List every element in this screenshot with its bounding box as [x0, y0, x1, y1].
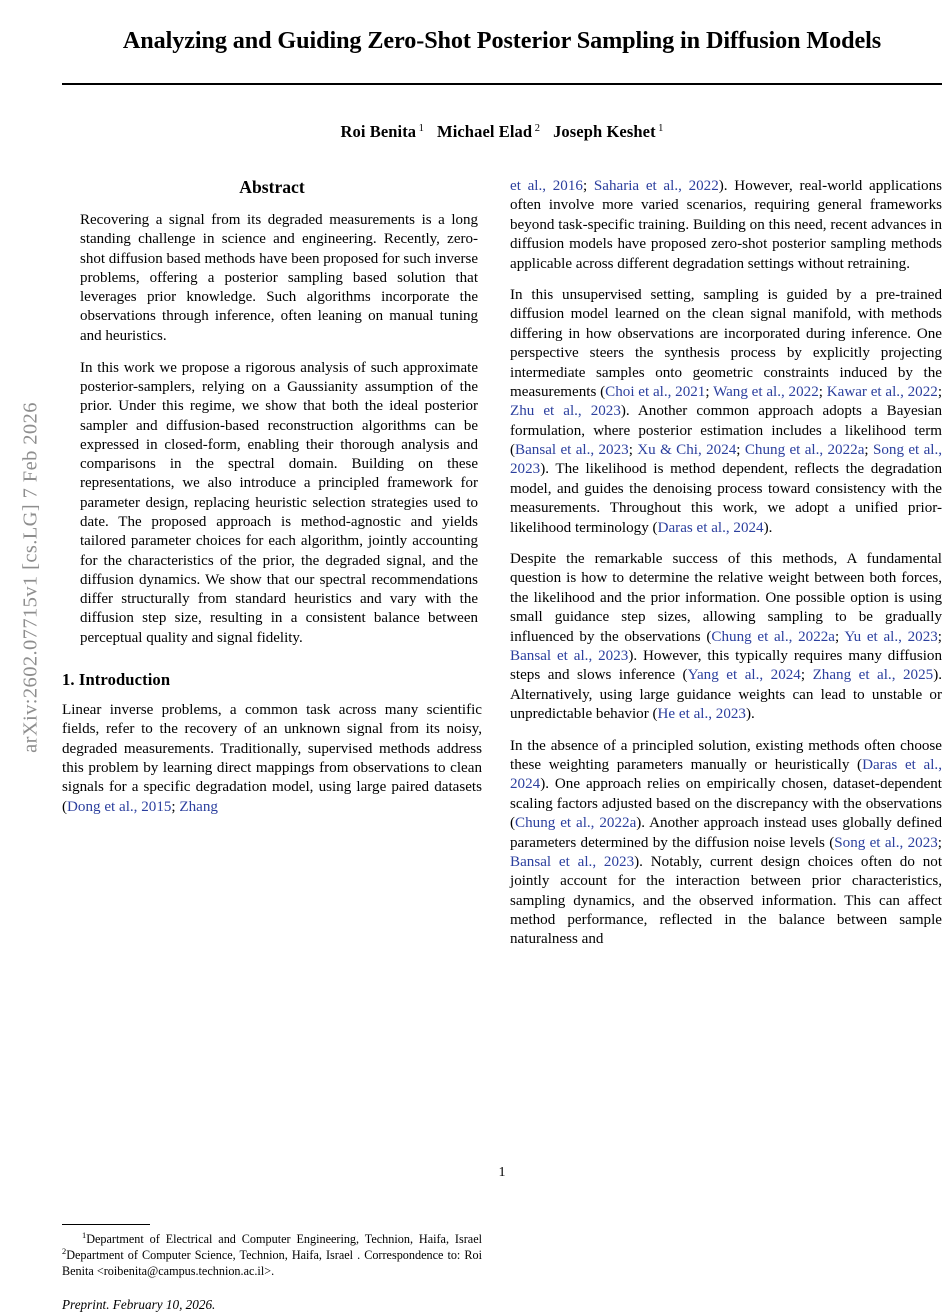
introduction-paragraph: [62, 701, 482, 817]
footnote-divider: [62, 1224, 150, 1225]
citation-link[interactable]: He et al., 2023: [657, 706, 746, 723]
citation-link[interactable]: Bansal et al., 2023: [510, 853, 635, 870]
body-text: ).: [763, 519, 773, 536]
preprint-notice: Preprint. February 10, 2026.: [62, 1296, 216, 1312]
citation-separator: ;: [582, 178, 594, 194]
abstract-paragraph: In this work we propose a rigorous analysis of such approximate posterior-samplers, relying on a Gaussianity assumption of the prior. Under this regime, we show that both the ideal posterior sampler and diffusion-based reconstruction algorithms can be expressed in closed-form, enabling their thorough analysis and comparisons in the spectral domain. Building on these representations, we also introduce a principled framework for parameter design, replacing heuristic selection strategies used to date. The proposed approach is method-agnostic and yields tailored parameter choices for each algorithm, jointly accounting for the characteristics of the prior, the degraded signal, and the diffusion dynamics. We show that our spectral recommendations differ structurally from standard heuristics and vary with the diffusion step size, resulting in a consistent balance between perceptual quality and signal fidelity.: [80, 359, 478, 646]
author-affiliation-mark: 2: [534, 122, 541, 134]
body-text: ). Another approach instead uses globally defined parameters determined by the diffusion noise levels (: [510, 815, 942, 851]
body-text: Despite the remarkable success of this methods, A fundamental question is how to determine the relative weight between both forces, the likelihood and the prior information. One possible option is using small guidance step sizes, allowing sampling to be gradually influenced by the observations (: [510, 551, 942, 645]
citation-separator: ;: [937, 834, 942, 851]
body-text: In this unsupervised setting, sampling is guided by a pre-trained diffusion model learned on the clean signal manifold, with methods differing in how observations are incorporated during inference. One perspective steers the synthesis process by explicitly projecting intermediate samples onto geometric constraints induced by the measurements (: [510, 286, 942, 400]
body-paragraph: [510, 550, 942, 725]
citation-separator: ;: [937, 383, 942, 400]
citation-link[interactable]: Bansal et al., 2023: [510, 647, 629, 664]
author-affiliation-mark: 1: [418, 122, 425, 134]
left-column: [62, 177, 482, 1312]
body-paragraph: [510, 177, 942, 274]
citation-link[interactable]: Saharia et al., 2022: [593, 178, 719, 194]
title-divider: [62, 83, 942, 85]
citation-link[interactable]: Yang et al., 2024: [687, 667, 801, 684]
body-text: In the absence of a principled solution, existing methods often choose these weighting parameters manually or heuristically (: [510, 737, 942, 773]
body-paragraph: [510, 737, 942, 950]
citation-link[interactable]: Daras et al., 2024: [657, 519, 764, 536]
body-text: ). Notably, current design choices often do not jointly account for the interaction between prior characteristics, sampling dynamics, and the observed information. This can affect method performance, reflected in the balance between sample naturalness and: [510, 853, 942, 948]
citation-link[interactable]: Chung et al., 2022a: [515, 815, 637, 832]
abstract-heading: Abstract: [239, 177, 305, 197]
citation-link[interactable]: Choi et al., 2021: [605, 383, 706, 400]
body-text: ). However, real-world applications often involve more varied scenarios, requiring general frameworks beyond task-specific training. Building on this need, recent advances in diffusion models have proposed zero-shot posterior sampling methods applicable across different degradation settings without retraining.: [510, 178, 942, 272]
citation-separator: ;: [628, 442, 638, 459]
body-text: ). Another common approach adopts a Bayesian formulation, where posterior estimation includes a likelihood term (: [510, 403, 942, 459]
body-text: ). However, this typically requires many diffusion steps and slows inference (: [510, 647, 942, 684]
body-text: ). Alternatively, using large guidance weights can lead to unstable or unpredictable behavior (: [510, 667, 942, 723]
body-text: ). The likelihood is method dependent, reflects the degradation model, and guides the denoising process toward consistency with the measurements. Throughout this work, we adopt a unified prior-likelihood terminology (: [510, 461, 942, 536]
author-affiliation-mark: 1: [658, 122, 664, 134]
footnote-mark: 2: [62, 1247, 67, 1257]
arxiv-identifier-stamp: arXiv:2602.07715v1 [cs.LG] 7 Feb 2026: [19, 402, 42, 753]
citation-link[interactable]: Zhu et al., 2023: [510, 403, 621, 420]
body-text: ).: [745, 706, 755, 723]
citation-separator: ;: [705, 383, 714, 400]
abstract-body: [62, 211, 482, 648]
footnote-zone: [62, 1224, 482, 1313]
author-entry: [437, 122, 540, 141]
citation-link[interactable]: Bansal et al., 2023: [515, 442, 629, 459]
citation-separator: ;: [800, 667, 813, 684]
paper-page: [62, 0, 942, 1312]
right-column: [510, 177, 942, 962]
citation-link[interactable]: Chung et al., 2022a: [711, 628, 836, 645]
body-text: Linear inverse problems, a common task across many scientific fields, refer to the recovery of an unknown signal from its noisy, degraded measurements. Traditionally, supervised methods address this problem by learning direct mappings from observations to clean signals for a specific degradation model, using large paired datasets (: [62, 701, 482, 815]
citation-separator: ;: [835, 628, 845, 645]
footnote-affiliation-2: Department of Computer Science, Technion, Haifa, Israel . Correspondence to: Roi Benita <roibenita@campus.technion.ac.il>.: [62, 1248, 482, 1278]
citation-link[interactable]: Song et al., 2023: [834, 834, 938, 851]
author-name: Roi Benita: [340, 122, 417, 142]
citation-link[interactable]: Zhang et al., 2025: [812, 667, 934, 684]
page-number: 1: [498, 1165, 506, 1180]
author-list: [62, 122, 942, 142]
section-heading-introduction: 1. Introduction: [62, 669, 171, 689]
citation-link[interactable]: Daras et al., 2024: [510, 756, 942, 793]
citation-link[interactable]: Xu & Chi, 2024: [637, 442, 737, 459]
citation-link[interactable]: Chung et al., 2022a: [744, 442, 865, 459]
citation-link[interactable]: Yu et al., 2023: [844, 628, 938, 645]
footnote-mark: 1: [82, 1231, 87, 1240]
citation-link[interactable]: et al., 2016: [510, 178, 583, 194]
author-entry: [340, 122, 424, 141]
title-block: [62, 0, 942, 85]
author-name: Michael Elad: [437, 122, 533, 142]
citation-link[interactable]: Wang et al., 2022: [713, 383, 819, 400]
citation-link[interactable]: Zhang: [179, 798, 218, 815]
paper-title: Analyzing and Guiding Zero-Shot Posterior Sampling in Diffusion Models: [122, 27, 882, 54]
citation-separator: ;: [937, 628, 942, 645]
abstract-paragraph: Recovering a signal from its degraded measurements is a long standing challenge in science and engineering. Recently, zero-shot diffusion based methods have been proposed for such inverse problems, offering a posterior sampling based solution that leverages prior knowledge. Such algorithms incorporate the observations through inference, often leaning on manual tuning and heuristics.: [80, 212, 478, 344]
citation-separator: ;: [736, 442, 745, 459]
citation-link[interactable]: Dong et al., 2015: [67, 798, 172, 815]
two-column-body: [62, 177, 942, 1312]
citation-separator: ;: [864, 442, 873, 459]
footnote-affiliation-1: Department of Electrical and Computer Engineering, Technion, Haifa, Israel: [86, 1232, 482, 1247]
citation-separator: ;: [171, 798, 180, 815]
author-entry: [553, 122, 663, 141]
footnote-text: [62, 1231, 482, 1279]
body-text: ). One approach relies on empirically chosen, dataset-dependent scaling factors adjusted based on the discrepancy with the observations (: [510, 776, 942, 832]
author-name: Joseph Keshet: [553, 122, 656, 142]
body-paragraph: [510, 286, 942, 538]
citation-link[interactable]: Song et al., 2023: [510, 442, 942, 478]
citation-separator: ;: [818, 383, 827, 400]
citation-link[interactable]: Kawar et al., 2022: [826, 383, 938, 400]
